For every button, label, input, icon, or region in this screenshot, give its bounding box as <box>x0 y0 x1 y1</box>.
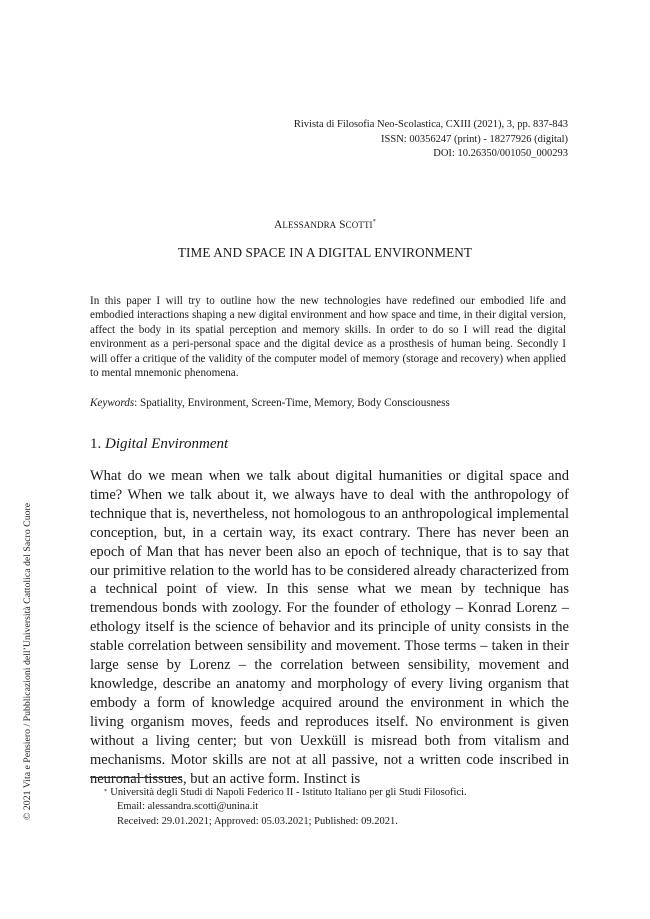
side-copyright: © 2021 Vita e Pensiero / Pubblicazioni dell’Università Cattolica del Sacro Cuore <box>22 502 33 820</box>
footnote-affiliation-line <box>104 786 570 800</box>
author-first-rest: LESSANDRA <box>282 220 337 230</box>
footnote-affiliation: Università degli Studi di Napoli Federico II - Istituto Italiano per gli Studi Filosofici. <box>110 787 467 798</box>
journal-issn: ISSN: 00356247 (print) - 18277926 (digital) <box>381 133 568 145</box>
author-first-initial: A <box>273 219 283 231</box>
section-heading <box>90 436 228 453</box>
keywords-label: Keywords <box>90 397 135 409</box>
section-number: 1. <box>90 436 102 452</box>
body-text: What do we mean when we talk about digital humanities or digital space and time? When we talk about it, we always have to deal with the anthropology of technique that is, nevertheless, not homologous to an anthropological implemental conception, but, in a certain way, its exact contrary. There has never been an epoch of Man that has never been also an epoch of technique, that is to say that our primitive relation to the world has to be considered already characterized from a technical point of view. In this sense what we mean by technique has tremendous bonds with zoology. For the founder of ethology – Konrad Lorenz – ethology itself is the science of behavior and its principle of unity consists in the stable correlation between sensibility and movement. Those terms – taken in their large sense by Lorenz – the correlation between sensibility, movement and knowledge, describe an anatomy and morphology of every living organism that embody a form of knowledge acquired around the environment in which the living organism moves, feeds and reproduces itself. No environment is given without a living center; but von Uexküll is misread both from vitalism and mechanisms. Motor skills are not at all passive, not a written code inscribed in neuronal tissues, but an active form. Instinct is <box>90 468 569 787</box>
footnote-divider <box>90 777 182 778</box>
keywords <box>90 396 566 410</box>
footnote-mark: * <box>104 788 108 795</box>
journal-info <box>294 118 568 162</box>
abstract: In this paper I will try to outline how the new technologies have redefined our embodied life and embodied interactions shaping a new digital environment and how space and time, in their digital version, affect the body in its spatial perception and memory skills. In order to do so I will read the digital environment as a peri-personal space and the digital device as a prosthesis of human being. Secondly I will offer a critique of the validity of the computer model of memory (storage and recovery) when applied to mental mnemonic phenomena. <box>90 295 566 380</box>
footnote-dates: Received: 29.01.2021; Approved: 05.03.2021; Published: 09.2021. <box>117 815 398 827</box>
footnote-email: Email: alessandra.scotti@unina.it <box>117 801 259 813</box>
journal-citation: Rivista di Filosofia Neo-Scolastica, CXIII (2021), 3, pp. 837-843 <box>293 119 568 130</box>
author-last-initial: S <box>339 219 346 231</box>
section-title: Digital Environment <box>105 436 229 452</box>
footnote <box>104 786 570 829</box>
keywords-values: : Spatiality, Environment, Screen-Time, Memory, Body Consciousness <box>134 397 450 409</box>
author-last-rest: COTTI <box>345 220 373 230</box>
journal-doi: DOI: 10.26350/001050_000293 <box>433 148 568 159</box>
author-footnote-mark: * <box>372 218 377 225</box>
author-name <box>0 219 650 231</box>
paper-title: TIME AND SPACE IN A DIGITAL ENVIRONMENT <box>177 245 473 260</box>
